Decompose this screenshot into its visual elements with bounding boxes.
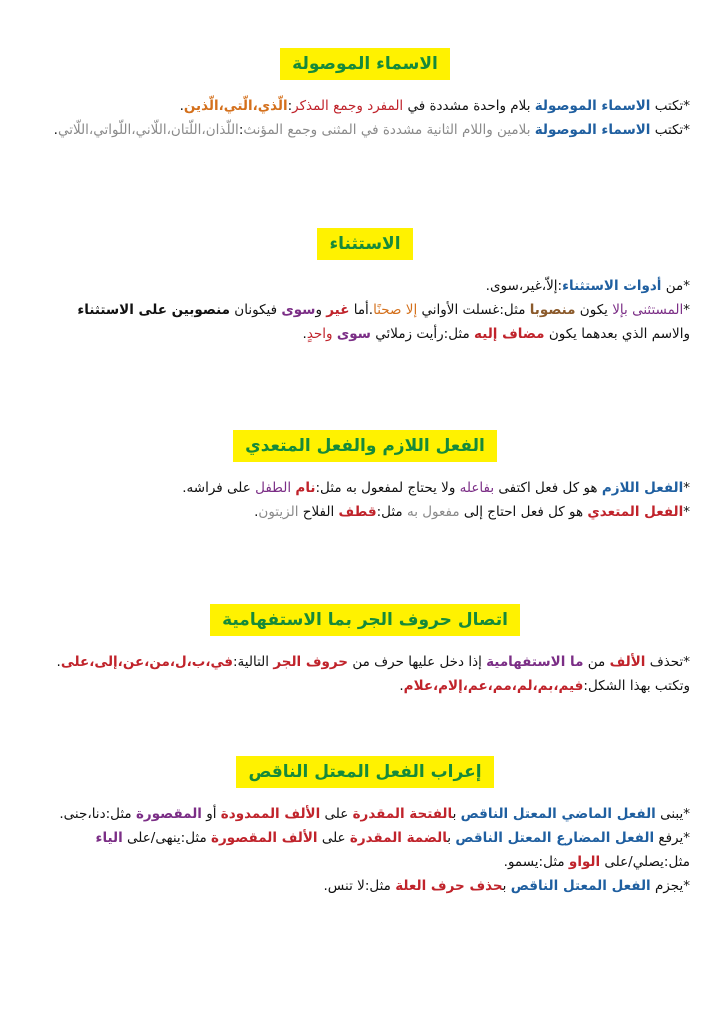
text-segment: . (254, 504, 259, 521)
text-segment: *يبنى (655, 806, 690, 823)
section-body (40, 650, 690, 698)
text-segment: الياء (95, 830, 123, 847)
text-segment: بلام واحدة مشددة في (403, 98, 535, 115)
text-segment: إذا دخل عليها حرف من (348, 654, 487, 671)
text-segment: *يجزم (650, 878, 690, 895)
text-segment: الفعل المعتل الناقص (510, 878, 651, 895)
text-line (40, 874, 690, 898)
section-title: إعراب الفعل المعتل الناقص (236, 756, 493, 788)
text-line (40, 500, 690, 524)
text-segment: منصوبين على الاستثناء (77, 302, 231, 319)
text-segment: مثل:رأيت زملائي (370, 326, 475, 343)
section-relative-pronouns (40, 48, 690, 142)
text-segment: : (238, 122, 244, 139)
text-line (40, 298, 690, 346)
section-defective-verb-parsing (40, 756, 690, 898)
text-segment: الزيتون (258, 504, 299, 521)
text-segment: التالية: (232, 654, 274, 671)
text-segment: اللّذان،اللّتان،اللّاني،اللّواتي،اللّاتي (57, 122, 239, 139)
text-line (40, 674, 690, 698)
text-segment: قطف (338, 504, 377, 521)
text-segment: : (287, 98, 293, 115)
text-segment: مفعول به (406, 504, 460, 521)
text-segment: المقصورة (135, 806, 202, 823)
text-segment: الألف الممدودة (220, 806, 321, 823)
text-segment: وتكتب بهذا الشكل: (583, 678, 690, 695)
text-segment: مثل:يسمو. (503, 854, 569, 871)
text-segment: مثل:ينهى/على (122, 830, 212, 847)
section-title: الفعل اللازم والفعل المتعدي (233, 430, 497, 462)
text-segment: *يرفع (654, 830, 690, 847)
section-body (40, 94, 690, 142)
text-segment: . (179, 98, 184, 115)
section-title: الاسماء الموصولة (280, 48, 450, 80)
text-segment: * (683, 504, 690, 521)
text-segment: مثل:يصلي/على (600, 854, 690, 871)
text-line (40, 94, 690, 118)
text-segment: * (683, 302, 690, 319)
text-segment: الفعل اللازم (601, 480, 684, 497)
text-segment: أو (201, 806, 221, 823)
text-segment: . (302, 326, 307, 343)
text-segment: الواو (568, 854, 601, 871)
text-segment: منصوبا (529, 302, 576, 319)
text-segment: واحدٍ (306, 326, 333, 343)
text-segment: ما الاستفهامية (486, 654, 584, 671)
text-segment: *تكتب (650, 122, 690, 139)
text-segment: *تكتب (650, 98, 690, 115)
section-exception (40, 228, 690, 346)
text-segment: على (320, 806, 353, 823)
text-segment: *من (661, 278, 690, 295)
text-segment: مثل:غسلت الأواني (417, 302, 530, 319)
text-segment: الاسماء الموصولة (534, 122, 651, 139)
text-segment: يكون (575, 302, 613, 319)
text-line (40, 826, 690, 874)
text-segment: المستثنى بإلا (612, 302, 684, 319)
text-segment: والاسم الذي بعدهما يكون (544, 326, 690, 343)
text-segment: . (53, 122, 58, 139)
text-line (40, 802, 690, 826)
section-title: الاستثناء (317, 228, 412, 260)
text-segment: مثل:دنا،جنى. (59, 806, 136, 823)
text-segment: غير (326, 302, 350, 319)
text-segment: فيكونان (230, 302, 282, 319)
text-segment: الفتحة المقدرة (352, 806, 453, 823)
text-segment: الفعل المضارع المعتل الناقص (455, 830, 655, 847)
text-segment: وجمع المذكر (292, 98, 368, 115)
section-body (40, 476, 690, 524)
section-body (40, 274, 690, 346)
text-segment: حروف الجر (273, 654, 349, 671)
text-segment: . (399, 678, 404, 695)
text-segment: * (683, 480, 690, 497)
text-line (40, 650, 690, 674)
text-segment: ب (452, 806, 461, 823)
text-segment: بلامين واللام الثانية مشددة في المثنى وجمع المؤنث (243, 122, 535, 139)
text-line (40, 118, 690, 142)
section-prepositions-ma (40, 604, 690, 698)
section-title: اتصال حروف الجر بما الاستفهامية (210, 604, 520, 636)
text-line (40, 274, 690, 298)
text-segment: حذف حرف العلة (395, 878, 503, 895)
text-segment: إلا صحنًا (373, 302, 418, 319)
text-segment: مضاف إليه (474, 326, 545, 343)
text-line (40, 476, 690, 500)
text-segment: في،ب،ل،من،عن،إلى،على (60, 654, 233, 671)
text-segment: الطفل (255, 480, 292, 497)
text-segment: سوى (336, 326, 371, 343)
text-segment: الألف المقصورة (211, 830, 318, 847)
section-body (40, 802, 690, 898)
text-segment: .أما (349, 302, 374, 319)
text-segment: على فراشه. (182, 480, 256, 497)
text-segment: *تحذف (645, 654, 690, 671)
text-segment: هو كل فعل احتاج إلى (459, 504, 588, 521)
text-segment: الألف (609, 654, 646, 671)
text-segment: الفعل المتعدي (587, 504, 684, 521)
text-segment: . (56, 654, 61, 671)
text-segment: :إلاّ،غير،سوى. (485, 278, 563, 295)
text-segment: ولا يحتاج لمفعول به مثل: (315, 480, 460, 497)
text-segment: أدوات الاستثناء (562, 278, 662, 295)
text-segment: على (317, 830, 350, 847)
text-segment: من (583, 654, 610, 671)
text-segment: الضمة المقدرة (349, 830, 448, 847)
text-segment: الاسماء الموصولة (534, 98, 651, 115)
text-segment: بفاعله (459, 480, 495, 497)
text-segment: ب (502, 878, 511, 895)
text-segment: و (315, 302, 327, 319)
text-segment: الفلاح (298, 504, 339, 521)
text-segment: سوى (281, 302, 316, 319)
section-transitive-verbs (40, 430, 690, 524)
text-segment: الفعل الماضي المعتل الناقص (460, 806, 656, 823)
text-segment: المفرد (367, 98, 404, 115)
text-segment: مثل: (376, 504, 407, 521)
text-segment: فيم،بم،لم،مم،عم،إلام،علام (403, 678, 584, 695)
text-segment: نام (295, 480, 316, 497)
text-segment: مثل:لا تنس. (323, 878, 396, 895)
text-segment: ب (447, 830, 456, 847)
text-segment: الّذي،الّتي،الّذين (183, 98, 288, 115)
text-segment: هو كل فعل اكتفى (494, 480, 602, 497)
